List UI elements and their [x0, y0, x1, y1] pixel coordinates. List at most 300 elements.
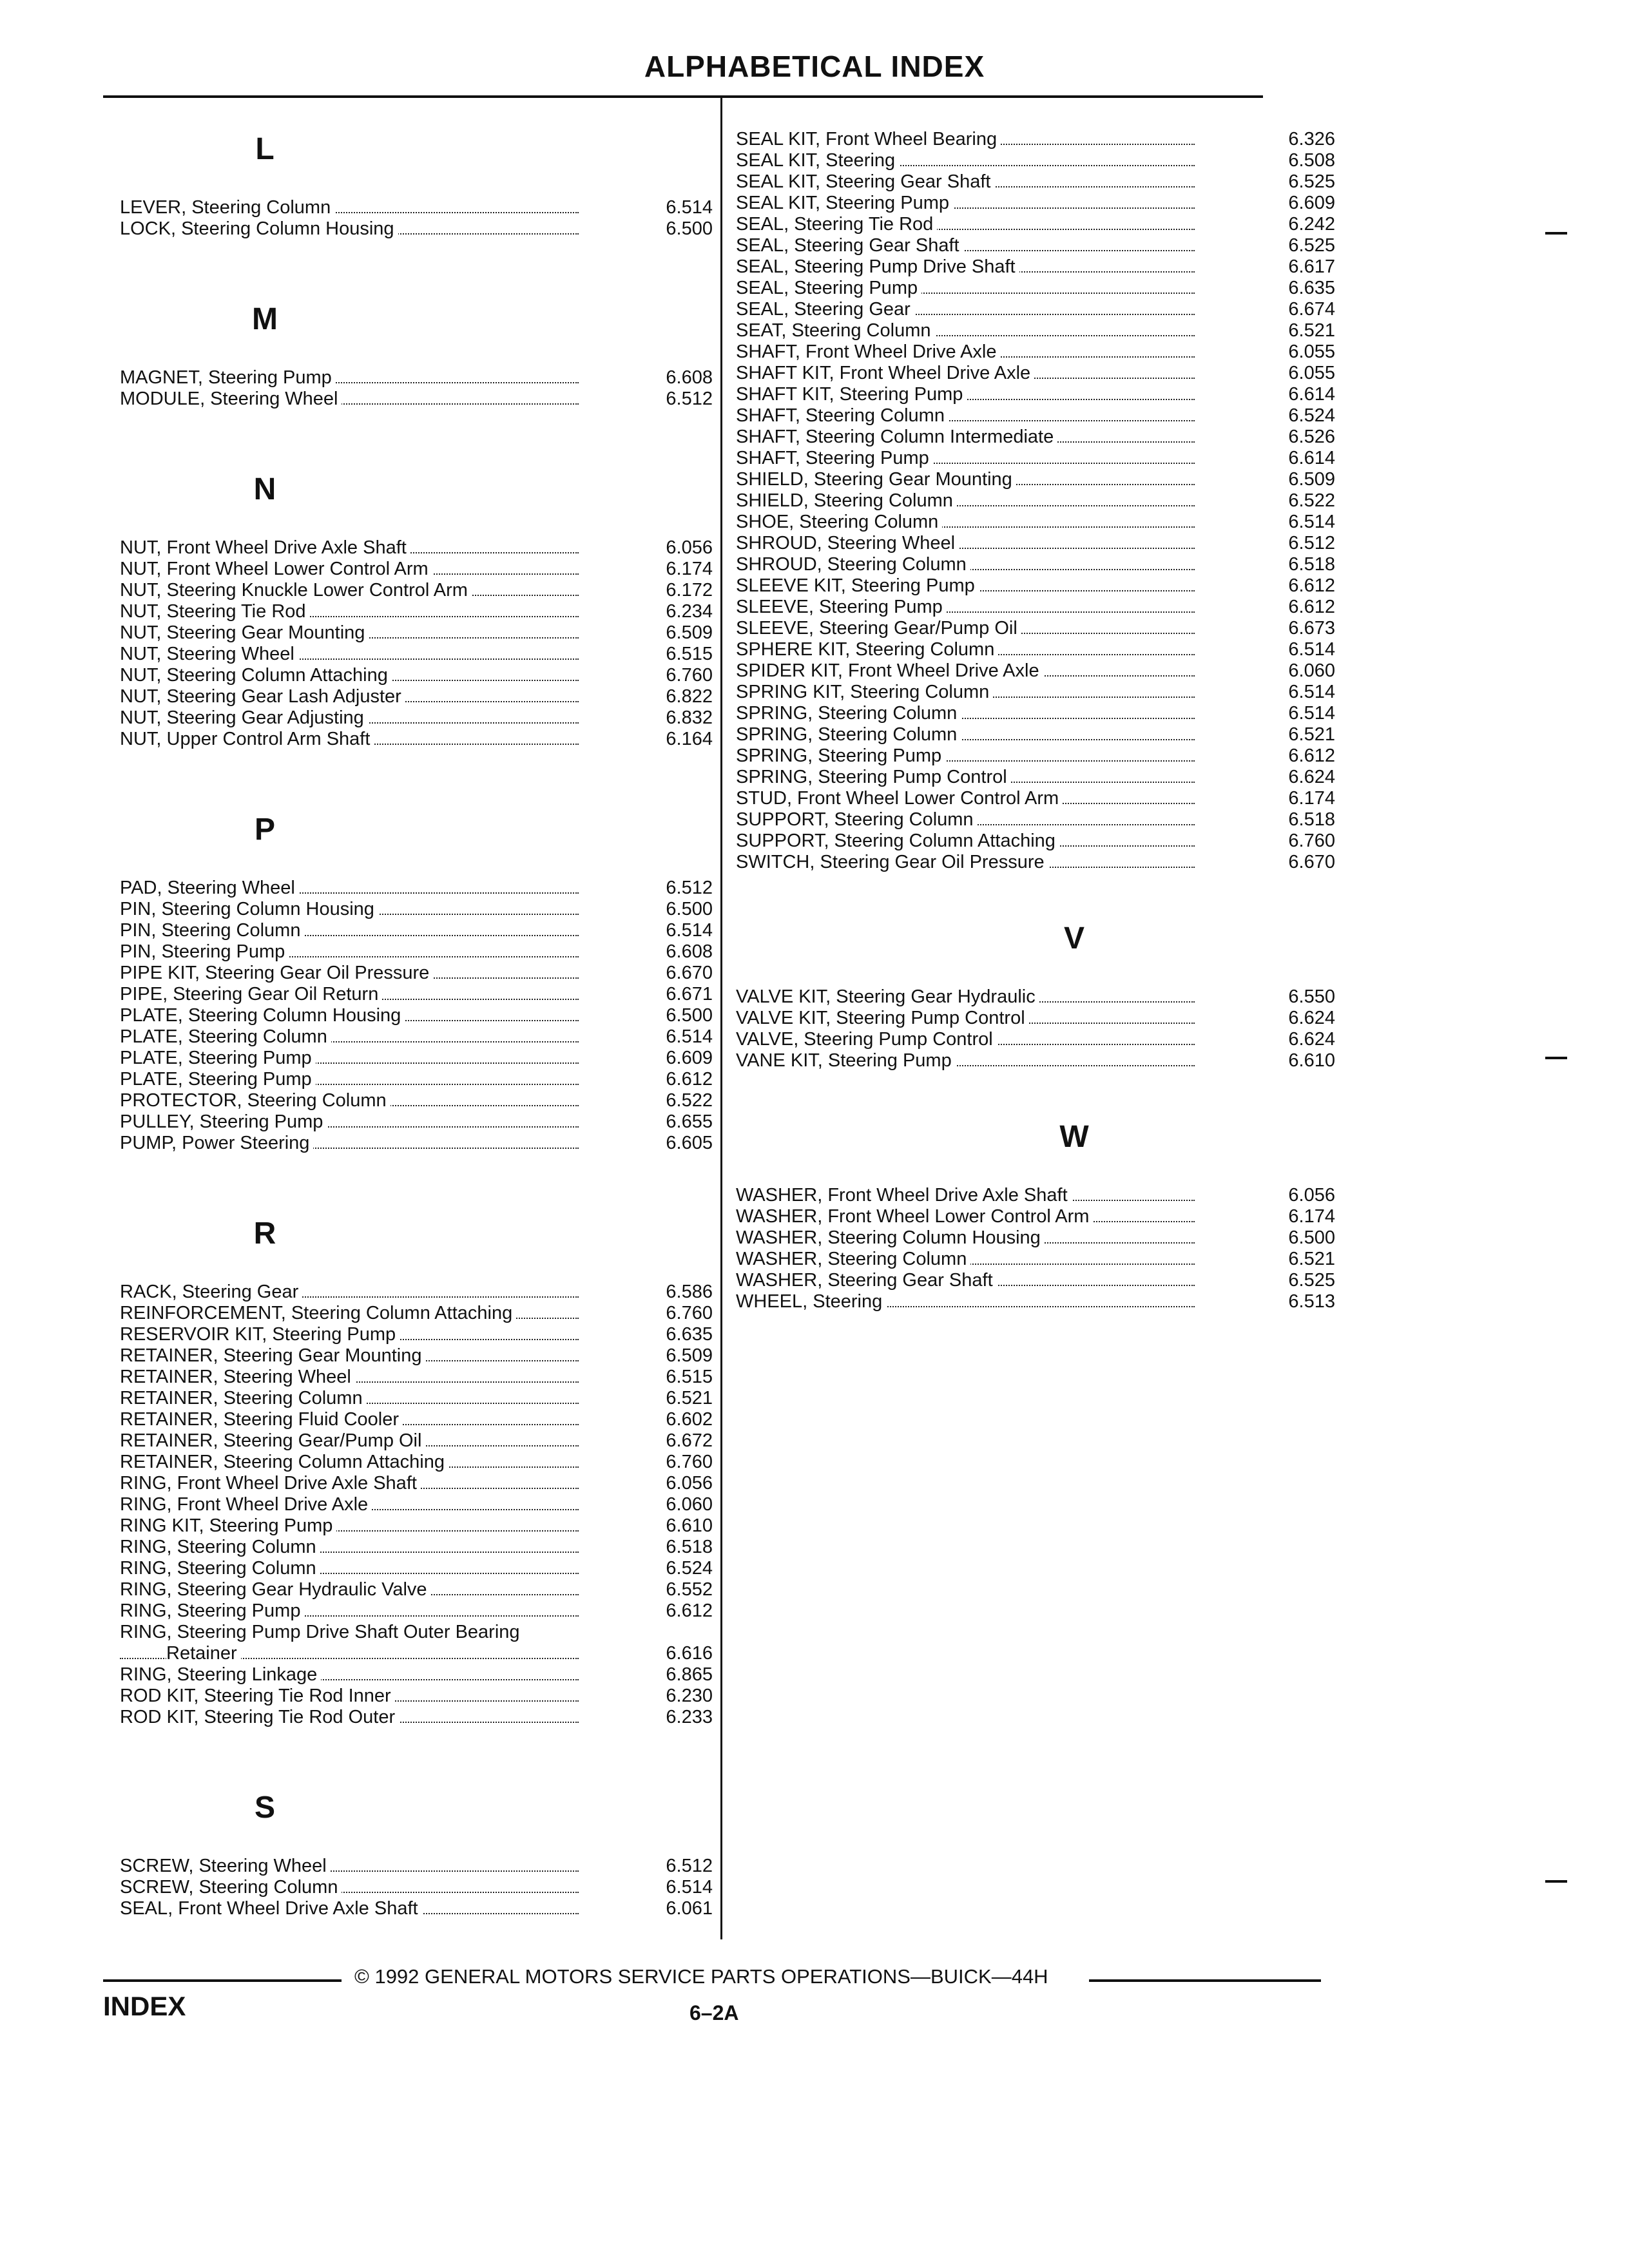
entry-name: LEVER, Steering Column [120, 197, 334, 218]
entry-name: NUT, Steering Gear Adjusting [120, 707, 368, 728]
index-entry [736, 1008, 1335, 1029]
index-entry [120, 1707, 713, 1728]
entry-name: SCREW, Steering Wheel [120, 1856, 331, 1876]
entry-page: 6.550 [1288, 986, 1335, 1007]
index-entry [120, 941, 713, 963]
index-entry [120, 920, 713, 941]
entry-page: 6.509 [666, 1345, 713, 1366]
index-entry [736, 660, 1335, 682]
index-entry [120, 218, 713, 240]
index-entry [120, 622, 713, 644]
entry-name: RING, Steering Linkage [120, 1664, 321, 1685]
entry-page: 6.524 [666, 1558, 713, 1579]
entry-page: 6.608 [666, 941, 713, 962]
entry-name: RESERVOIR KIT, Steering Pump [120, 1324, 400, 1345]
entry-name: SEAL KIT, Steering Gear Shaft [736, 171, 994, 192]
footer-rule-left [103, 1979, 342, 1982]
index-entry [736, 320, 1335, 341]
entry-page: 6.525 [1288, 235, 1335, 256]
entry-name: SEAL, Steering Tie Rod [736, 214, 937, 235]
entry-name: SHIELD, Steering Gear Mounting [736, 469, 1016, 490]
entry-name: SHAFT KIT, Steering Pump [736, 384, 967, 405]
entry-page: 6.605 [666, 1133, 713, 1153]
index-entry [120, 1409, 713, 1430]
entry-name: SEAL, Steering Gear Shaft [736, 235, 963, 256]
entry-page: 6.610 [666, 1515, 713, 1536]
entry-page: 6.521 [666, 1388, 713, 1408]
entry-name: SPIDER KIT, Front Wheel Drive Axle [736, 660, 1043, 681]
entry-name: VALVE, Steering Pump Control [736, 1029, 997, 1050]
index-entry [120, 1388, 713, 1409]
entry-page: 6.672 [666, 1430, 713, 1451]
entry-name: NUT, Steering Wheel [120, 644, 298, 664]
index-entry [120, 1898, 713, 1919]
index-entry [120, 197, 713, 218]
entry-page: 6.508 [1288, 150, 1335, 171]
entry-page: 6.524 [1288, 405, 1335, 426]
section-letter: M [252, 302, 278, 336]
index-entry [120, 878, 713, 899]
entry-name: LOCK, Steering Column Housing [120, 218, 398, 239]
page-number: 6–2A [689, 2001, 739, 2024]
entry-page: 6.612 [1288, 575, 1335, 596]
index-entry [736, 1291, 1335, 1312]
index-entry [120, 1367, 713, 1388]
entry-page: 6.617 [1288, 256, 1335, 277]
entry-page: 6.525 [1288, 171, 1335, 192]
entry-page: 6.509 [1288, 469, 1335, 490]
index-entry [120, 686, 713, 707]
entry-page: 6.514 [666, 1026, 713, 1047]
entry-page: 6.521 [1288, 1249, 1335, 1269]
entry-page: 6.552 [666, 1579, 713, 1600]
index-entry [736, 405, 1335, 427]
entry-page: 6.614 [1288, 448, 1335, 468]
entry-page: 6.602 [666, 1409, 713, 1430]
entry-page: 6.060 [1288, 660, 1335, 681]
index-entry [120, 1026, 713, 1048]
entry-page: 6.512 [1288, 533, 1335, 553]
entry-name: NUT, Steering Gear Lash Adjuster [120, 686, 405, 707]
entry-name: RETAINER, Steering Column [120, 1388, 367, 1408]
page-title: ALPHABETICAL INDEX [644, 50, 985, 83]
index-entry [120, 1686, 713, 1707]
entry-name: RING KIT, Steering Pump [120, 1515, 336, 1536]
index-entry [736, 193, 1335, 214]
entry-page: 6.500 [666, 218, 713, 239]
index-entry [736, 214, 1335, 235]
index-entry [736, 1029, 1335, 1050]
entry-name: SHIELD, Steering Column [736, 490, 957, 511]
index-entry [736, 427, 1335, 448]
index-entry [736, 1050, 1335, 1072]
section-letter: W [1059, 1120, 1089, 1154]
entry-name: SHROUD, Steering Wheel [736, 533, 959, 553]
margin-mark [1545, 232, 1567, 235]
entry-page: 6.234 [666, 601, 713, 622]
copyright-text: © 1992 GENERAL MOTORS SERVICE PARTS OPERATIONS—BUICK—44H [354, 1965, 1048, 1988]
index-entry [120, 1452, 713, 1473]
index-entry [120, 1133, 713, 1154]
entry-page: 6.514 [1288, 512, 1335, 532]
entry-name: SHAFT, Front Wheel Drive Axle [736, 341, 1001, 362]
index-section [120, 129, 713, 240]
entry-page: 6.522 [666, 1090, 713, 1111]
entry-page: 6.760 [666, 665, 713, 686]
entry-name: WHEEL, Steering [736, 1291, 886, 1312]
entry-page: 6.326 [1288, 129, 1335, 149]
entry-name-continuation: Retainer [166, 1643, 241, 1664]
entry-name: SUPPORT, Steering Column Attaching [736, 831, 1059, 851]
entry-page: 6.612 [1288, 597, 1335, 617]
entry-name: SHROUD, Steering Column [736, 554, 970, 575]
entry-page: 6.865 [666, 1664, 713, 1685]
section-letter: S [254, 1791, 275, 1825]
index-entry [120, 601, 713, 622]
index-section [120, 410, 713, 750]
index-entry [120, 1494, 713, 1515]
section-letter: V [1063, 921, 1084, 956]
entry-page: 6.609 [1288, 193, 1335, 213]
entry-name: WASHER, Steering Column Housing [736, 1227, 1045, 1248]
entry-name: NUT, Steering Tie Rod [120, 601, 310, 622]
entry-name: PULLEY, Steering Pump [120, 1111, 327, 1132]
entry-name: RETAINER, Steering Gear/Pump Oil [120, 1430, 425, 1451]
index-section [120, 1154, 713, 1728]
entry-name: SHAFT, Steering Pump [736, 448, 933, 468]
entry-page: 6.056 [1288, 1185, 1335, 1206]
entry-name: SHAFT, Steering Column [736, 405, 949, 426]
entry-name: PLATE, Steering Pump [120, 1069, 316, 1090]
entry-name: MODULE, Steering Wheel [120, 389, 342, 409]
entry-name: WASHER, Steering Gear Shaft [736, 1270, 997, 1291]
entry-name: SPRING, Steering Pump Control [736, 767, 1011, 787]
index-entry [736, 745, 1335, 767]
index-section [736, 873, 1335, 1072]
entry-page: 6.518 [1288, 809, 1335, 830]
index-entry [120, 1345, 713, 1367]
entry-name: RING, Steering Gear Hydraulic Valve [120, 1579, 431, 1600]
entry-name: SLEEVE, Steering Gear/Pump Oil [736, 618, 1021, 639]
index-entry [736, 1185, 1335, 1206]
entry-page: 6.512 [666, 389, 713, 409]
entry-name: PUMP, Power Steering [120, 1133, 313, 1153]
margin-mark [1545, 1057, 1567, 1059]
entry-page: 6.174 [666, 559, 713, 579]
entry-page: 6.610 [1288, 1050, 1335, 1071]
entry-name: PROTECTOR, Steering Column [120, 1090, 390, 1111]
index-entry [120, 1111, 713, 1133]
index-entry [120, 537, 713, 559]
entry-name: SLEEVE KIT, Steering Pump [736, 575, 979, 596]
entry-name: PIN, Steering Pump [120, 941, 289, 962]
entry-name: SPRING, Steering Column [736, 703, 961, 724]
index-entry [736, 575, 1335, 597]
entry-name: SHAFT, Steering Column Intermediate [736, 427, 1057, 447]
entry-name: REINFORCEMENT, Steering Column Attaching [120, 1303, 516, 1323]
entry-page: 6.512 [666, 1856, 713, 1876]
entry-page: 6.055 [1288, 363, 1335, 383]
index-entry [736, 852, 1335, 873]
entry-page: 6.624 [1288, 1008, 1335, 1028]
index-entry [120, 963, 713, 984]
index-entry [736, 703, 1335, 724]
entry-page: 6.614 [1288, 384, 1335, 405]
entry-name: SEAL, Steering Pump Drive Shaft [736, 256, 1019, 277]
index-entry [736, 597, 1335, 618]
index-entry [120, 1090, 713, 1111]
entry-page: 6.518 [1288, 554, 1335, 575]
entry-page: 6.616 [666, 1643, 713, 1664]
entry-name: RING, Steering Pump Drive Shaft Outer Bearing [120, 1622, 524, 1642]
entry-page: 6.673 [1288, 618, 1335, 639]
entry-page: 6.635 [666, 1324, 713, 1345]
index-entry [736, 129, 1335, 150]
entry-name: SHOE, Steering Column [736, 512, 942, 532]
index-entry [120, 984, 713, 1005]
index-entry [120, 1005, 713, 1026]
index-entry [120, 1473, 713, 1494]
entry-page: 6.230 [666, 1686, 713, 1706]
index-section [736, 129, 1335, 873]
section-letter: L [255, 132, 275, 166]
index-entry [120, 389, 713, 410]
entry-name: NUT, Steering Gear Mounting [120, 622, 369, 643]
entry-name: SEAL KIT, Front Wheel Bearing [736, 129, 1001, 149]
entry-page: 6.612 [666, 1069, 713, 1090]
index-entry [120, 707, 713, 729]
entry-page: 6.624 [1288, 1029, 1335, 1050]
section-label: INDEX [103, 1991, 186, 2021]
entry-page: 6.514 [666, 920, 713, 941]
index-entry [120, 1430, 713, 1452]
entry-name: SLEEVE, Steering Pump [736, 597, 947, 617]
left-column [120, 129, 713, 1919]
entry-name: RING, Steering Column [120, 1558, 320, 1579]
entry-page: 6.586 [666, 1282, 713, 1302]
entry-page: 6.521 [1288, 320, 1335, 341]
entry-name: NUT, Steering Column Attaching [120, 665, 392, 686]
index-entry [120, 1303, 713, 1324]
index-entry [120, 367, 713, 389]
entry-name: PIN, Steering Column [120, 920, 304, 941]
index-entry [736, 150, 1335, 171]
entry-name: WASHER, Front Wheel Drive Axle Shaft [736, 1185, 1072, 1206]
entry-page: 6.526 [1288, 427, 1335, 447]
index-entry [736, 469, 1335, 490]
entry-page: 6.500 [1288, 1227, 1335, 1248]
entry-page: 6.670 [666, 963, 713, 983]
index-entry [120, 1600, 713, 1622]
entry-page: 6.514 [1288, 639, 1335, 660]
entry-name: SHAFT KIT, Front Wheel Drive Axle [736, 363, 1034, 383]
column-divider [720, 98, 722, 1939]
entry-name: SPRING KIT, Steering Column [736, 682, 993, 702]
entry-name: RETAINER, Steering Fluid Cooler [120, 1409, 403, 1430]
index-entry [736, 171, 1335, 193]
header-rule [103, 95, 1263, 98]
index-entry [736, 512, 1335, 533]
entry-page: 6.832 [666, 707, 713, 728]
index-entry [736, 384, 1335, 405]
index-entry [736, 724, 1335, 745]
entry-page: 6.674 [1288, 299, 1335, 320]
index-entry [120, 1558, 713, 1579]
index-section [120, 1728, 713, 1919]
index-section [736, 1072, 1335, 1312]
section-letter: R [253, 1216, 276, 1251]
entry-name: WASHER, Steering Column [736, 1249, 970, 1269]
entry-page: 6.760 [666, 1303, 713, 1323]
entry-page: 6.612 [666, 1600, 713, 1621]
index-entry [120, 1622, 708, 1643]
entry-page: 6.612 [1288, 745, 1335, 766]
section-letter: N [253, 472, 276, 506]
index-entry [120, 1282, 713, 1303]
index-entry [120, 559, 713, 580]
entry-page: 6.056 [666, 1473, 713, 1494]
entry-name: VALVE KIT, Steering Gear Hydraulic [736, 986, 1039, 1007]
entry-page: 6.060 [666, 1494, 713, 1515]
entry-name: SPHERE KIT, Steering Column [736, 639, 998, 660]
entry-page: 6.164 [666, 729, 713, 749]
entry-name: PLATE, Steering Pump [120, 1048, 316, 1068]
entry-name: MAGNET, Steering Pump [120, 367, 336, 388]
entry-page: 6.500 [666, 899, 713, 919]
index-entry [736, 363, 1335, 384]
entry-page: 6.760 [666, 1452, 713, 1472]
entry-name: SEAL KIT, Steering Pump [736, 193, 953, 213]
margin-mark [1545, 1880, 1567, 1883]
index-entry [120, 1324, 713, 1345]
index-entry [736, 448, 1335, 469]
index-section [120, 240, 713, 410]
entry-page: 6.174 [1288, 1206, 1335, 1227]
index-entry [736, 533, 1335, 554]
entry-page: 6.174 [1288, 788, 1335, 809]
entry-name: WASHER, Front Wheel Lower Control Arm [736, 1206, 1093, 1227]
entry-page: 6.671 [666, 984, 713, 1004]
index-entry [736, 341, 1335, 363]
index-entry [736, 682, 1335, 703]
entry-page: 6.061 [666, 1898, 713, 1919]
entry-name: SPRING, Steering Pump [736, 745, 945, 766]
index-entry [736, 831, 1335, 852]
entry-page: 6.242 [1288, 214, 1335, 235]
index-section [120, 750, 713, 1154]
index-entry [120, 644, 713, 665]
index-entry [120, 1877, 713, 1898]
entry-page: 6.172 [666, 580, 713, 601]
entry-page: 6.670 [1288, 852, 1335, 872]
entry-page: 6.514 [1288, 703, 1335, 724]
entry-page: 6.760 [1288, 831, 1335, 851]
entry-name: PLATE, Steering Column [120, 1026, 331, 1047]
entry-name: SEAL KIT, Steering [736, 150, 899, 171]
entry-name: NUT, Front Wheel Lower Control Arm [120, 559, 432, 579]
entry-name: RING, Steering Pump [120, 1600, 304, 1621]
entry-name: RING, Front Wheel Drive Axle [120, 1494, 372, 1515]
entry-name: SCREW, Steering Column [120, 1877, 342, 1898]
index-entry [120, 1515, 713, 1537]
entry-page: 6.233 [666, 1707, 713, 1727]
index-entry [736, 554, 1335, 575]
index-entry [120, 580, 713, 601]
entry-name: NUT, Front Wheel Drive Axle Shaft [120, 537, 410, 558]
index-entry [120, 1069, 713, 1090]
index-entry [120, 1048, 713, 1069]
index-entry [736, 788, 1335, 809]
entry-name: SEAT, Steering Column [736, 320, 935, 341]
entry-name: PIPE, Steering Gear Oil Return [120, 984, 382, 1004]
index-entry [736, 278, 1335, 299]
right-column [736, 129, 1335, 1312]
entry-page: 6.521 [1288, 724, 1335, 745]
entry-page: 6.624 [1288, 767, 1335, 787]
index-entry [736, 299, 1335, 320]
entry-page: 6.515 [666, 644, 713, 664]
index-entry [736, 1206, 1335, 1227]
entry-page: 6.522 [1288, 490, 1335, 511]
entry-name: ROD KIT, Steering Tie Rod Inner [120, 1686, 395, 1706]
index-entry [736, 256, 1335, 278]
index-entry [736, 490, 1335, 512]
entry-name: SWITCH, Steering Gear Oil Pressure [736, 852, 1048, 872]
entry-page: 6.514 [1288, 682, 1335, 702]
entry-name: PIN, Steering Column Housing [120, 899, 378, 919]
entry-page: 6.514 [666, 197, 713, 218]
entry-page: 6.509 [666, 622, 713, 643]
index-entry [736, 1270, 1335, 1291]
entry-name: SEAL, Steering Pump [736, 278, 921, 298]
entry-name: SPRING, Steering Column [736, 724, 961, 745]
entry-name: VALVE KIT, Steering Pump Control [736, 1008, 1029, 1028]
index-entry [736, 235, 1335, 256]
entry-name: RACK, Steering Gear [120, 1282, 302, 1302]
entry-page: 6.515 [666, 1367, 713, 1387]
entry-page: 6.514 [666, 1877, 713, 1898]
index-entry-continuation [120, 1643, 713, 1664]
entry-page: 6.518 [666, 1537, 713, 1557]
entry-page: 6.608 [666, 367, 713, 388]
section-letter: P [254, 812, 275, 847]
entry-page: 6.655 [666, 1111, 713, 1132]
index-entry [120, 1664, 713, 1686]
index-entry [736, 1249, 1335, 1270]
entry-name: PIPE KIT, Steering Gear Oil Pressure [120, 963, 433, 983]
index-entry [736, 1227, 1335, 1249]
index-entry [120, 1579, 713, 1600]
entry-name: PLATE, Steering Column Housing [120, 1005, 405, 1026]
entry-name: SEAL, Steering Gear [736, 299, 914, 320]
index-entry [120, 665, 713, 686]
entry-page: 6.609 [666, 1048, 713, 1068]
index-entry [736, 809, 1335, 831]
index-entry [736, 618, 1335, 639]
footer-rule-right [1089, 1979, 1321, 1982]
index-entry [120, 1537, 713, 1558]
entry-page: 6.822 [666, 686, 713, 707]
index-entry [736, 767, 1335, 788]
entry-page: 6.635 [1288, 278, 1335, 298]
entry-name: STUD, Front Wheel Lower Control Arm [736, 788, 1063, 809]
entry-name: VANE KIT, Steering Pump [736, 1050, 956, 1071]
entry-name: RING, Steering Column [120, 1537, 320, 1557]
entry-name: RETAINER, Steering Column Attaching [120, 1452, 448, 1472]
entry-page: 6.513 [1288, 1291, 1335, 1312]
entry-name: PAD, Steering Wheel [120, 878, 299, 898]
entry-name: RING, Front Wheel Drive Axle Shaft [120, 1473, 421, 1494]
